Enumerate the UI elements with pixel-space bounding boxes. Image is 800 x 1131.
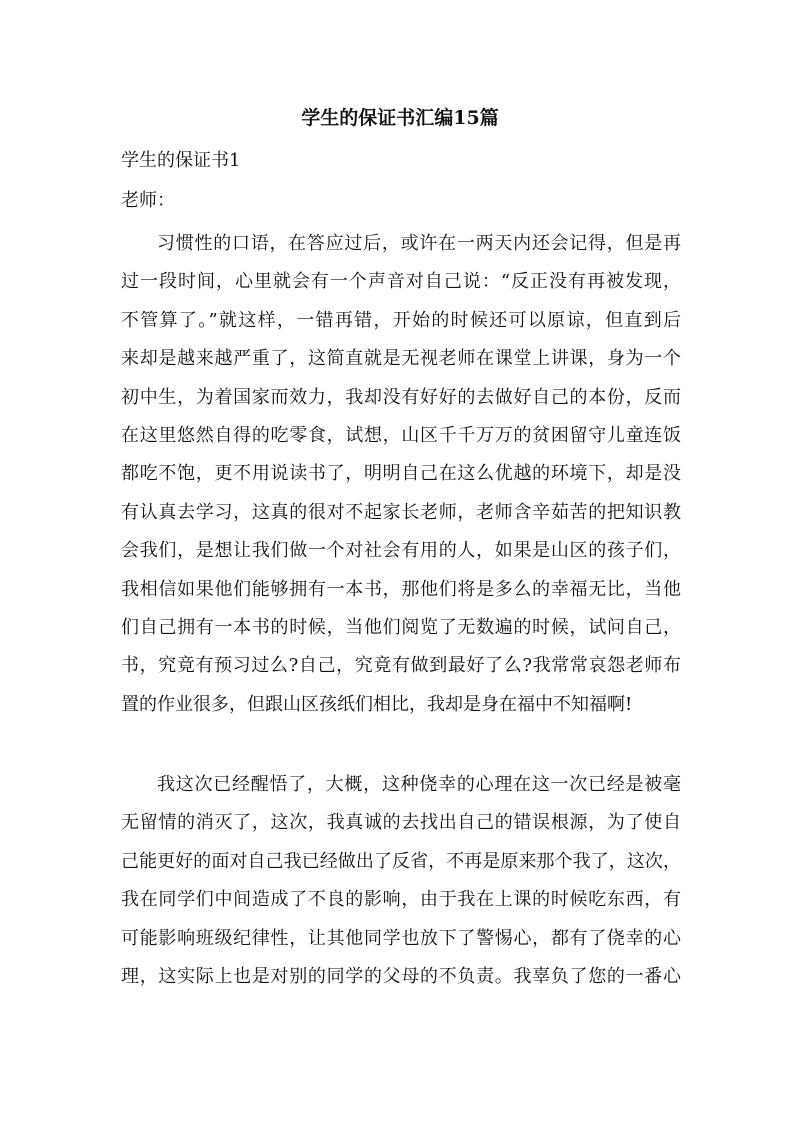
paragraph-line: 都吃不饱，更不用说读书了，明明自己在这么优越的环境下，却是没 xyxy=(121,463,681,485)
paragraph-line: 过一段时间，心里就会有一个声音对自己说：“反正没有再被发现， xyxy=(121,271,681,293)
paragraph-line: 有认真去学习，这真的很对不起家长老师，老师含辛茹苦的把知识教 xyxy=(121,501,681,523)
paragraph-line: 可能影响班级纪律性，让其他同学也放下了警惕心，都有了侥幸的心 xyxy=(121,927,681,949)
paragraph-line: 理，这实际上也是对别的同学的父母的不负责。我辜负了您的一番心 xyxy=(121,965,681,987)
paragraph-line: 我这次已经醒悟了，大概，这种侥幸的心理在这一次已经是被毫 xyxy=(157,774,681,795)
paragraph-line: 不管算了。”就这样，一错再错，开始的时候还可以原谅，但直到后 xyxy=(121,309,681,331)
paragraph-line: 来却是越来越严重了，这简直就是无视老师在课堂上讲课，身为一个 xyxy=(121,348,681,370)
letter-heading: 学生的保证书1 xyxy=(121,150,241,171)
paragraph-line: 初中生，为着国家而效力，我却没有好好的去做好自己的本份，反而 xyxy=(121,386,681,408)
document-title: 学生的保证书汇编15篇 xyxy=(301,107,499,129)
paragraph-line: 们自己拥有一本书的时候，当他们阅览了无数遍的时候，试问自己， xyxy=(121,616,681,638)
paragraph-line: 书，究竟有预习过么?自己，究竟有做到最好了么?我常常哀怨老师布 xyxy=(121,655,681,677)
salutation: 老师： xyxy=(121,190,175,211)
paragraph-line: 我在同学们中间造成了不良的影响，由于我在上课的时候吃东西，有 xyxy=(121,889,681,911)
paragraph-line: 习惯性的口语，在答应过后，或许在一两天内还会记得，但是再 xyxy=(157,233,681,254)
paragraph-line: 置的作业很多，但跟山区孩纸们相比，我却是身在福中不知福啊! xyxy=(121,693,633,715)
paragraph-line: 无留情的消灭了，这次，我真诚的去找出自己的错误根源，为了使自 xyxy=(121,812,681,834)
paragraph-line: 在这里悠然自得的吃零食，试想，山区千千万万的贫困留守儿童连饭 xyxy=(121,424,681,446)
paragraph-1 xyxy=(121,225,681,724)
paragraph-line: 我相信如果他们能够拥有一本书，那他们将是多么的幸福无比，当他 xyxy=(121,578,681,600)
paragraph-line: 会我们，是想让我们做一个对社会有用的人，如果是山区的孩子们， xyxy=(121,540,681,562)
paragraph-2 xyxy=(121,766,681,996)
paragraph-line: 己能更好的面对自己我已经做出了反省，不再是原来那个我了，这次， xyxy=(121,850,681,872)
